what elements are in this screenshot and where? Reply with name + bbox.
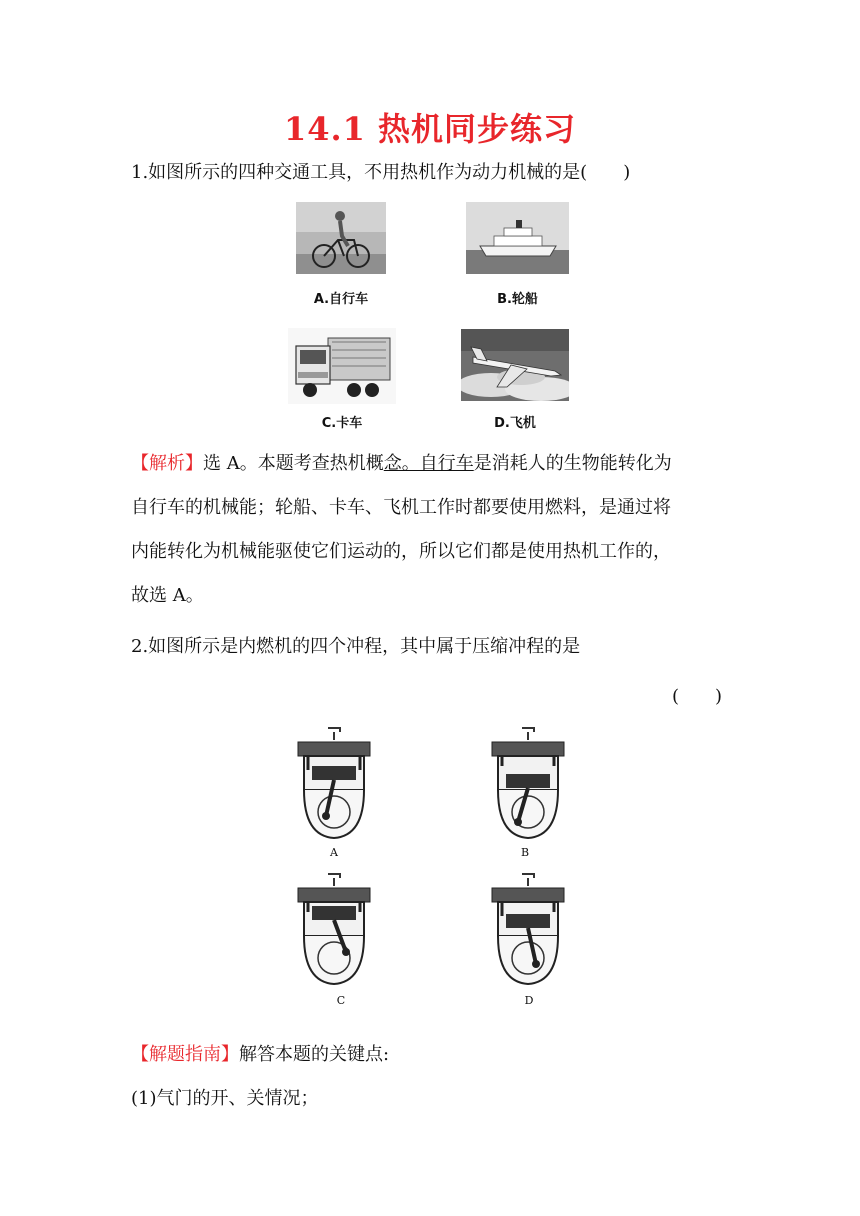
analysis-1-line-1: 【解析】选 A。本题考查热机概念。自行车是消耗人的生物能转化为 xyxy=(131,453,672,474)
question-1: 1.如图所示的四种交通工具，不用热机作为动力机械的是( ) xyxy=(131,162,631,183)
engine-diagram-b xyxy=(484,726,572,844)
caption-c: C.卡车 xyxy=(321,416,363,431)
engine-caption-a: A xyxy=(330,846,338,859)
engine-caption-d: D xyxy=(524,994,534,1007)
analysis-tag: 【解析】 xyxy=(131,453,203,474)
engine-diagram-d xyxy=(484,872,572,990)
truck-image xyxy=(288,328,396,404)
caption-b: B.轮船 xyxy=(497,292,538,307)
analysis-1-line-2: 自行车的机械能；轮船、卡车、飞机工作时都要使用燃料，是通过将 xyxy=(131,497,671,518)
question-2: 2.如图所示是内燃机的四个冲程，其中属于压缩冲程的是 xyxy=(131,636,581,657)
analysis-1-line-3: 内能转化为机械能驱使它们运动的，所以它们都是使用热机工作的， xyxy=(131,541,671,562)
bicycle-image xyxy=(296,202,386,274)
airplane-image xyxy=(461,329,569,401)
answer-paren: ( ) xyxy=(672,686,723,707)
page-title: 14.1 热机同步练习 xyxy=(283,110,577,148)
analysis-1 xyxy=(131,442,731,618)
ship-image xyxy=(466,202,569,274)
analysis-1-line-4: 故选 A。 xyxy=(131,585,204,606)
caption-d: D.飞机 xyxy=(494,416,536,431)
caption-a: A.自行车 xyxy=(313,292,369,307)
engine-diagram-c xyxy=(290,872,378,990)
guide-tag: 【解题指南】 xyxy=(131,1044,239,1065)
engine-diagram-a xyxy=(290,726,378,844)
solution-guide: 【解题指南】解答本题的关键点: xyxy=(131,1044,390,1065)
engine-caption-c: C xyxy=(336,994,346,1007)
guide-item-1: (1)气门的开、关情况； xyxy=(131,1088,319,1109)
engine-caption-b: B xyxy=(520,846,530,859)
